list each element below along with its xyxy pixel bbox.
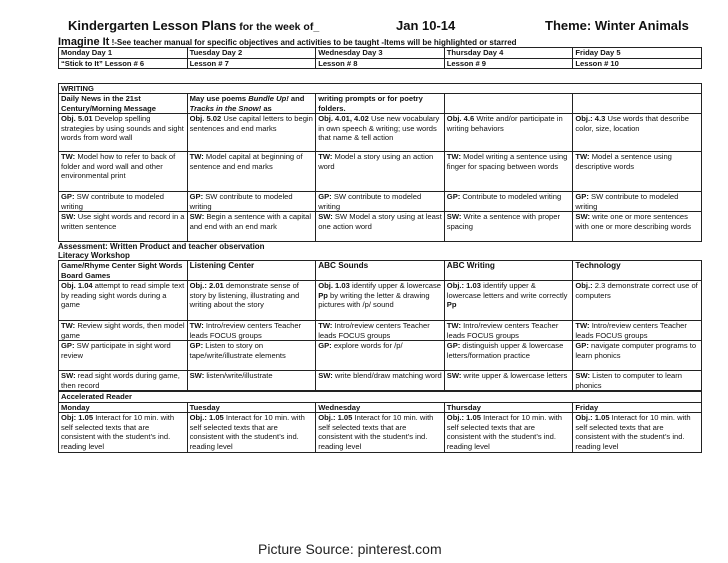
tw-cell: TW: Intro/review centers Teacher leads FOCUS groups xyxy=(573,321,702,341)
imagine-it-title: Imagine It xyxy=(58,36,110,48)
gp-cell: GP: SW contribute to modeled writing xyxy=(316,192,445,212)
daily-news-cell: Daily News in the 21st Century/Morning Message xyxy=(59,94,188,114)
lesson-wednesday: Lesson # 8 xyxy=(316,58,445,69)
assessment-line: Assessment: Written Product and teacher observation xyxy=(58,242,265,251)
gp-cell: GP: SW participate in sight word review xyxy=(59,341,188,371)
sw-cell: SW: write upper & lowercase letters xyxy=(444,371,573,391)
tw-cell: TW: Model capital at beginning of sentence and end marks xyxy=(187,152,316,192)
center-header-abc-sounds: ABC Sounds xyxy=(316,261,445,281)
objective-cell: Obj. 1.04 attempt to read simple text by reading sight words during a game xyxy=(59,281,188,321)
picture-source-caption: Picture Source: pinterest.com xyxy=(258,541,442,557)
objective-cell: Obj. 5.02 Use capital letters to begin sentences and end marks xyxy=(187,114,316,152)
tw-cell: TW: Intro/review centers Teacher leads FOCUS groups xyxy=(316,321,445,341)
literacy-table xyxy=(58,260,702,391)
tw-cell: TW: Intro/review centers Teacher leads FOCUS groups xyxy=(444,321,573,341)
sw-cell: SW: write blend/draw matching word xyxy=(316,371,445,391)
day-header-friday: Friday Day 5 xyxy=(573,48,702,59)
gp-cell: GP: SW contribute to modeled writing xyxy=(59,192,188,212)
spacer xyxy=(58,69,702,83)
sw-cell: SW: write one or more sentences with one or more describing words xyxy=(573,212,702,242)
title-suffix: for the week of_ xyxy=(236,21,320,33)
lesson-thursday: Lesson # 9 xyxy=(444,58,573,69)
writing-gp-row xyxy=(59,192,702,212)
gp-cell: GP: distinguish upper & lowercase letters/formation practice xyxy=(444,341,573,371)
sw-cell: SW: Write a sentence with proper spacing xyxy=(444,212,573,242)
objective-cell: Obj.: 1.05 Interact for 10 min. with self selected texts that are consistent with the student’s ind. reading level xyxy=(316,413,445,453)
objective-cell: Obj: 1.05 Interact for 10 min. with self selected texts that are consistent with the student’s ind. reading level xyxy=(59,413,188,453)
tw-cell: TW: Model how to refer to back of folder and word wall and other environmental print xyxy=(59,152,188,192)
writing-sw-row xyxy=(59,212,702,242)
lesson-friday: Lesson # 10 xyxy=(573,58,702,69)
tw-cell: TW: Review sight words, then model game xyxy=(59,321,188,341)
writing-objective-row xyxy=(59,114,702,152)
objective-cell: Obj.: 1.03 identify upper & lowercase letters and write correctly Pp xyxy=(444,281,573,321)
empty-cell xyxy=(573,94,702,114)
accelerated-reader-label: Accelerated Reader xyxy=(59,392,702,403)
day-header-tuesday: Tuesday Day 2 xyxy=(187,48,316,59)
writing-section-label: WRITING xyxy=(59,84,702,94)
objective-cell: Obj. 4.01, 4.02 Use new vocabulary in own speech & writing; use words that name & tell action xyxy=(316,114,445,152)
tw-cell: TW: Intro/review centers Teacher leads FOCUS groups xyxy=(187,321,316,341)
objective-cell: Obj.: 2.01 demonstrate sense of story by listening, illustrating and writing about the story xyxy=(187,281,316,321)
ar-day-wednesday: Wednesday xyxy=(316,402,445,413)
imagine-it-note xyxy=(58,36,702,47)
poems-cell: May use poems Bundle Up! and Tracks in the Snow! as xyxy=(187,94,316,114)
empty-cell xyxy=(444,94,573,114)
gp-cell: GP: Contribute to modeled writing xyxy=(444,192,573,212)
objective-cell: Obj. 1.03 identify upper & lowercase Pp by writing the letter & drawing pictures with /p/ sound xyxy=(316,281,445,321)
center-header-listening: Listening Center xyxy=(187,261,316,281)
gp-cell: GP: explore words for /p/ xyxy=(316,341,445,371)
theme-label: Theme: Winter Animals xyxy=(545,18,689,33)
writing-section-row xyxy=(59,84,702,94)
prompts-cell: writing prompts or for poetry folders. xyxy=(316,94,445,114)
objective-cell: Obj. 5.01 Develop spelling strategies by using sounds and sight words from word wall xyxy=(59,114,188,152)
sw-cell: SW: listen/write/illustrate xyxy=(187,371,316,391)
lesson-tuesday: Lesson # 7 xyxy=(187,58,316,69)
tw-cell: TW: Model writing a sentence using finger for spacing between words xyxy=(444,152,573,192)
title-row xyxy=(58,18,702,36)
imagine-it-text: !-See teacher manual for specific objectives and activities to be taught -Items will be highlighted or starred xyxy=(109,38,517,47)
center-header-technology: Technology xyxy=(573,261,702,281)
sw-cell: SW: Begin a sentence with a capital and end with an end mark xyxy=(187,212,316,242)
day-header-thursday: Thursday Day 4 xyxy=(444,48,573,59)
page-title: Kindergarten Lesson Plans for the week of_ xyxy=(68,18,320,33)
accelerated-section-row xyxy=(59,392,702,403)
ar-day-tuesday: Tuesday xyxy=(187,402,316,413)
day-header-monday: Monday Day 1 xyxy=(59,48,188,59)
ar-day-monday: Monday xyxy=(59,402,188,413)
objective-cell: Obj.: 1.05 Interact for 10 min. with self selected texts that are consistent with the student’s ind. reading level xyxy=(187,413,316,453)
center-header-abc-writing: ABC Writing xyxy=(444,261,573,281)
accelerated-reader-table xyxy=(58,391,702,453)
objective-cell: Obj.: 1.05 Interact for 10 min. with self selected texts that are consistent with the student’s ind. reading level xyxy=(444,413,573,453)
lessons-row xyxy=(59,58,702,69)
ar-day-friday: Friday xyxy=(573,402,702,413)
objective-cell: Obj.: 2.3 demonstrate correct use of computers xyxy=(573,281,702,321)
literacy-workshop-label: Literacy Workshop xyxy=(58,251,130,260)
literacy-sw-row xyxy=(59,371,702,391)
accelerated-objective-row xyxy=(59,413,702,453)
gp-cell: GP: SW contribute to modeled writing xyxy=(573,192,702,212)
lesson-monday: “Stick to It” Lesson # 6 xyxy=(59,58,188,69)
week-dates: Jan 10-14 xyxy=(396,18,456,33)
writing-table xyxy=(58,83,702,242)
literacy-head-row xyxy=(59,261,702,281)
objective-cell: Obj.: 4.3 Use words that describe color, size, location xyxy=(573,114,702,152)
days-row xyxy=(59,48,702,59)
tw-cell: TW: Model a story using an action word xyxy=(316,152,445,192)
gp-cell: GP: navigate computer programs to learn phonics xyxy=(573,341,702,371)
tw-cell: TW: Model a sentence using descriptive words xyxy=(573,152,702,192)
sw-cell: SW: SW Model a story using at least one action word xyxy=(316,212,445,242)
imagine-it-table xyxy=(58,47,702,69)
writing-intro-row xyxy=(59,94,702,114)
center-header-game: Game/Rhyme Center Sight Words Board Games xyxy=(59,261,188,281)
lesson-plan-page xyxy=(58,18,702,453)
literacy-tw-row xyxy=(59,321,702,341)
gp-cell: GP: Listen to story on tape/write/illustrate elements xyxy=(187,341,316,371)
objective-cell: Obj.: 1.05 Interact for 10 min. with self selected texts that are consistent with the student’s ind. reading level xyxy=(573,413,702,453)
writing-tw-row xyxy=(59,152,702,192)
sw-cell: SW: Use sight words and record in a written sentence xyxy=(59,212,188,242)
sw-cell: SW: Listen to computer to learn phonics xyxy=(573,371,702,391)
gp-cell: GP: SW contribute to modeled writing xyxy=(187,192,316,212)
literacy-gp-row xyxy=(59,341,702,371)
objective-cell: Obj. 4.6 Write and/or participate in writing behaviors xyxy=(444,114,573,152)
ar-day-thursday: Thursday xyxy=(444,402,573,413)
sw-cell: SW: read sight words during game, then record xyxy=(59,371,188,391)
accelerated-days-row xyxy=(59,402,702,413)
day-header-wednesday: Wednesday Day 3 xyxy=(316,48,445,59)
literacy-objective-row xyxy=(59,281,702,321)
